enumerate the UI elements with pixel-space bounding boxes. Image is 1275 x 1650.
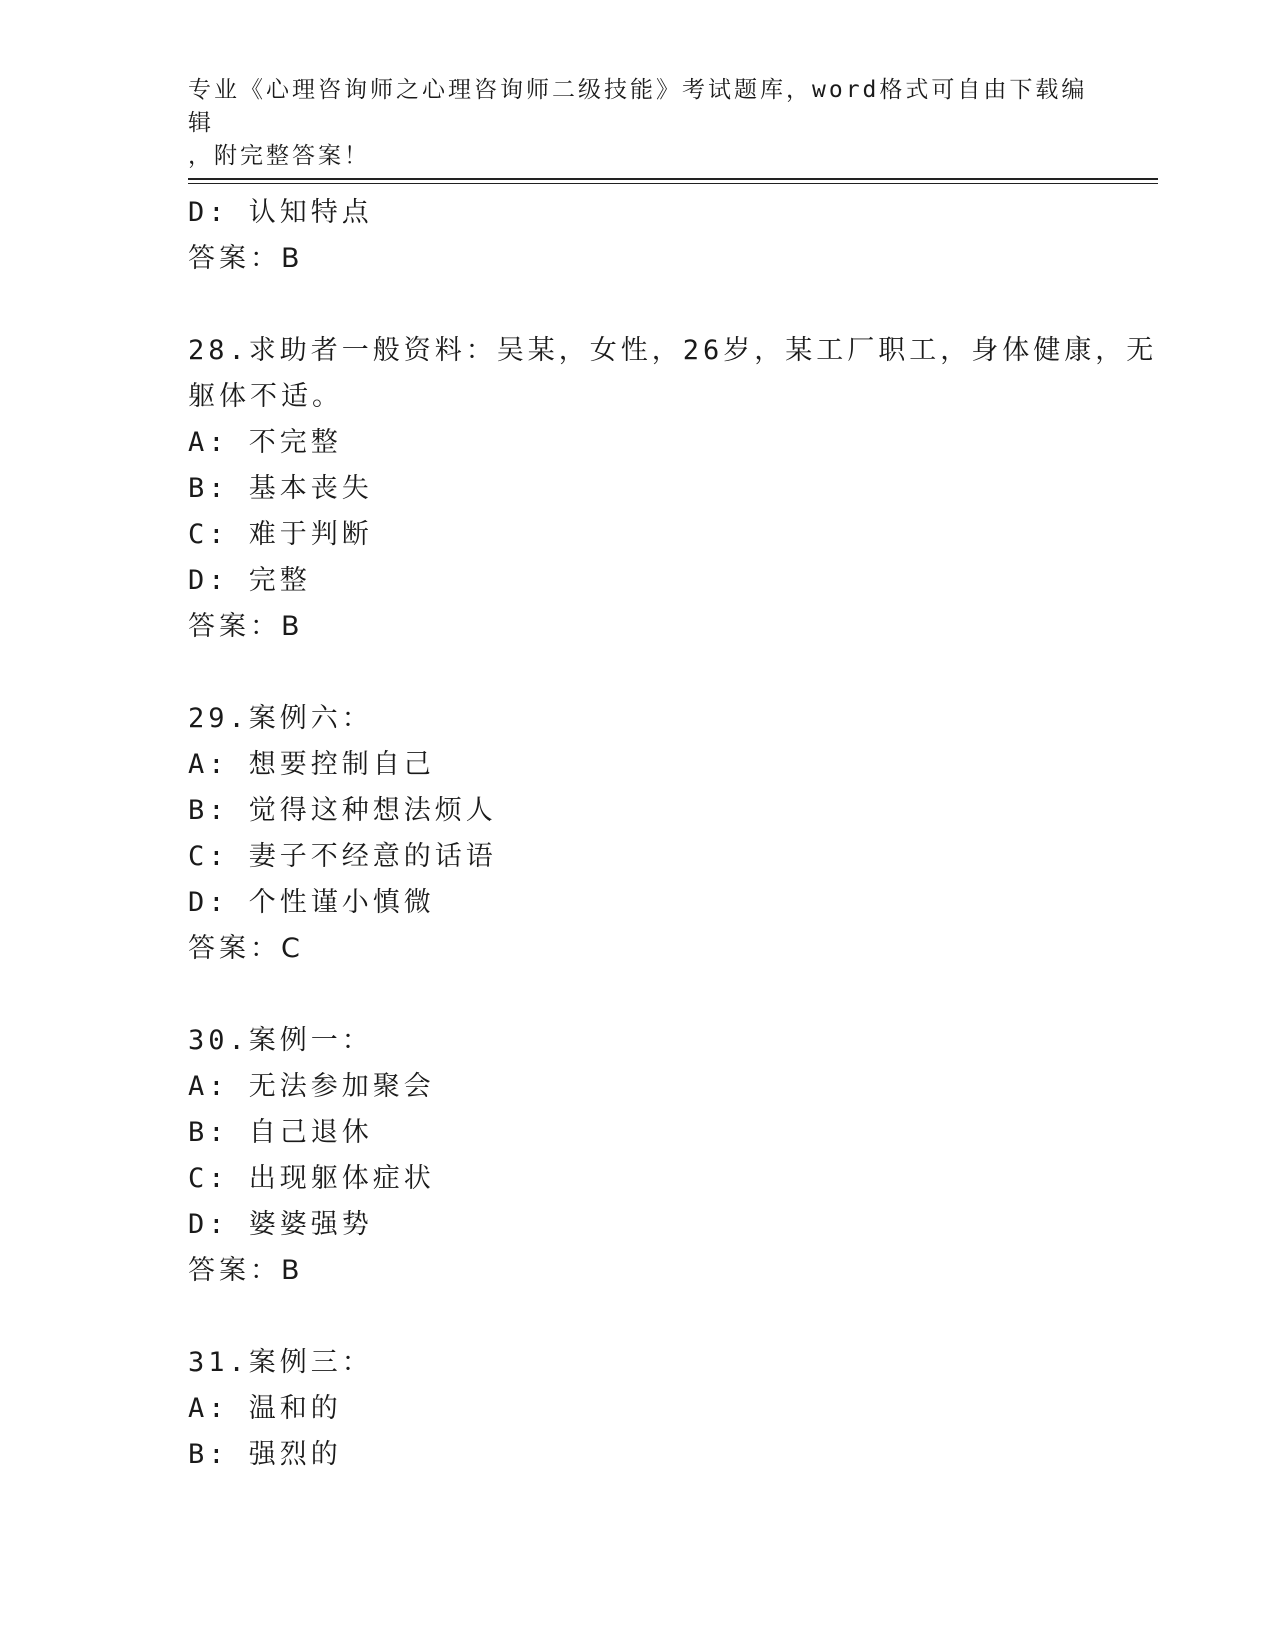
option-c: C: 妻子不经意的话语 — [188, 841, 497, 872]
option-b: B: 自己退休 — [188, 1117, 373, 1148]
option-c: C: 难于判断 — [188, 519, 373, 550]
header-rule-thin — [188, 183, 1158, 184]
question-list — [188, 190, 1158, 1478]
question-stem: 31.案例三： — [188, 1347, 373, 1378]
question-stem: 29.案例六： — [188, 703, 373, 734]
answer-line: 答案：C — [188, 933, 304, 964]
option-d: D: 完整 — [188, 565, 311, 596]
document-header — [188, 74, 1088, 173]
header-line-1: 专业《心理咨询师之心理咨询师二级技能》考试题库，word格式可自由下载编辑 — [188, 77, 1088, 136]
option-a: A: 不完整 — [188, 427, 342, 458]
option-b: B: 觉得这种想法烦人 — [188, 795, 497, 826]
answer-line: 答案：B — [188, 611, 304, 642]
question-stem-cont: 躯体不适。 — [188, 381, 343, 412]
option-d: D: 婆婆强势 — [188, 1209, 373, 1240]
option-b: B: 基本丧失 — [188, 473, 373, 504]
option-a: A: 无法参加聚会 — [188, 1071, 435, 1102]
option-c: C: 出现躯体症状 — [188, 1163, 435, 1194]
question-stem: 28.求助者一般资料：吴某，女性，26岁，某工厂职工，身体健康，无 — [188, 335, 1158, 366]
option-b: B: 强烈的 — [188, 1439, 342, 1470]
option-d: D: 认知特点 — [188, 197, 373, 228]
question-28 — [188, 328, 1158, 650]
option-d: D: 个性谨小慎微 — [188, 887, 435, 918]
option-a: A: 想要控制自己 — [188, 749, 435, 780]
question-stem: 30.案例一： — [188, 1025, 373, 1056]
header-line-2: ，附完整答案！ — [188, 143, 370, 169]
question-29 — [188, 696, 1118, 972]
answer-line: 答案：B — [188, 1255, 304, 1286]
question-30 — [188, 1018, 1118, 1294]
answer-line: 答案：B — [188, 243, 304, 274]
option-a: A: 温和的 — [188, 1393, 342, 1424]
header-rule-thick — [188, 178, 1158, 180]
question-31 — [188, 1340, 1118, 1478]
